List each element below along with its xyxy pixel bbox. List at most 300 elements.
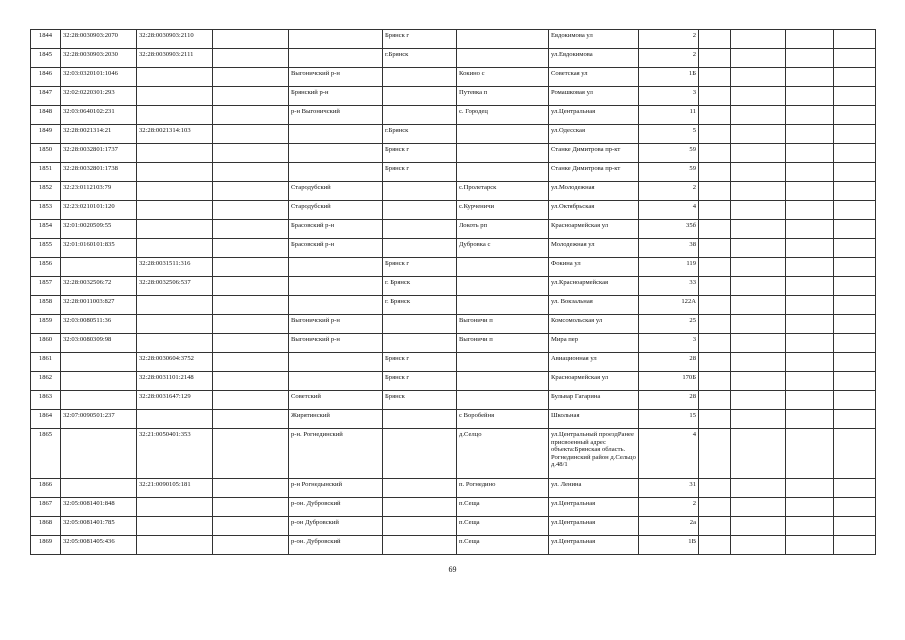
cell-cadastral-number-2: 32:28:0031511:316: [137, 258, 213, 277]
cell-house: 59: [639, 144, 699, 163]
table-row: [31, 106, 876, 125]
cell-empty: [213, 353, 289, 372]
cell-house: 35б: [639, 220, 699, 239]
cell-cadastral-number-2: 32:28:0030903:2111: [137, 49, 213, 68]
cell-row-number: 1856: [31, 258, 61, 277]
cell-empty: [699, 517, 731, 536]
cell-empty: [834, 87, 876, 106]
cell-empty: [834, 315, 876, 334]
cell-city: [383, 536, 457, 555]
cell-house: 119: [639, 258, 699, 277]
cell-empty: [699, 536, 731, 555]
cell-empty: [699, 353, 731, 372]
cell-city: [383, 239, 457, 258]
cell-empty: [213, 106, 289, 125]
cell-settlement: [457, 125, 549, 144]
cell-settlement: [457, 258, 549, 277]
cell-empty: [731, 30, 786, 49]
cell-empty: [786, 277, 834, 296]
cell-row-number: 1863: [31, 391, 61, 410]
cell-empty: [731, 258, 786, 277]
cell-cadastral-number: [61, 372, 137, 391]
cell-empty: [786, 296, 834, 315]
table-row: [31, 163, 876, 182]
cell-street: Фокина ул: [549, 258, 639, 277]
cell-district: Выгоничский р-н: [289, 68, 383, 87]
cell-house: 11: [639, 106, 699, 125]
cell-house: 122А: [639, 296, 699, 315]
cell-empty: [699, 30, 731, 49]
cell-house: 2: [639, 49, 699, 68]
cell-house: 2: [639, 498, 699, 517]
cell-empty: [834, 239, 876, 258]
cell-empty: [786, 201, 834, 220]
cell-street: ул.Центральный проездРанее присвоенный адрес объекта:Брянская область. Рогнединский район д.Сельцо д.48/1: [549, 429, 639, 479]
cell-empty: [213, 334, 289, 353]
cell-empty: [786, 163, 834, 182]
table-row: [31, 410, 876, 429]
cell-city: [383, 410, 457, 429]
cell-settlement: [457, 144, 549, 163]
cell-street: Молодежная ул: [549, 239, 639, 258]
cell-house: 4: [639, 429, 699, 479]
cell-empty: [699, 182, 731, 201]
cell-district: Советский: [289, 391, 383, 410]
cell-cadastral-number: 32:03:0080309:98: [61, 334, 137, 353]
cell-empty: [834, 163, 876, 182]
cell-row-number: 1857: [31, 277, 61, 296]
cell-cadastral-number-2: [137, 517, 213, 536]
cell-city: [383, 498, 457, 517]
cell-settlement: п. Рогнедино: [457, 479, 549, 498]
cell-empty: [786, 372, 834, 391]
cell-row-number: 1865: [31, 429, 61, 479]
cell-empty: [731, 49, 786, 68]
cell-settlement: п.Сеща: [457, 498, 549, 517]
cell-house: 170Б: [639, 372, 699, 391]
cell-district: [289, 277, 383, 296]
cell-row-number: 1847: [31, 87, 61, 106]
cell-cadastral-number: 32:28:0032801:1737: [61, 144, 137, 163]
cell-row-number: 1864: [31, 410, 61, 429]
cell-empty: [699, 87, 731, 106]
cell-empty: [731, 315, 786, 334]
cell-house: 5: [639, 125, 699, 144]
cell-empty: [699, 68, 731, 87]
cell-city: [383, 517, 457, 536]
cell-city: [383, 201, 457, 220]
cell-empty: [699, 201, 731, 220]
cell-street: Советская ул: [549, 68, 639, 87]
cell-settlement: с Воробейня: [457, 410, 549, 429]
cell-cadastral-number: 32:05:0081401:785: [61, 517, 137, 536]
table-row: [31, 315, 876, 334]
cell-settlement: [457, 353, 549, 372]
cell-settlement: п.Сеща: [457, 517, 549, 536]
cell-settlement: [457, 163, 549, 182]
cell-house: 2а: [639, 517, 699, 536]
cell-empty: [731, 296, 786, 315]
cell-empty: [834, 479, 876, 498]
cell-district: р-он. Дубровский: [289, 536, 383, 555]
cell-house: 28: [639, 353, 699, 372]
cell-cadastral-number: 32:03:0640102:231: [61, 106, 137, 125]
cell-cadastral-number-2: [137, 87, 213, 106]
cell-empty: [786, 125, 834, 144]
cell-empty: [699, 296, 731, 315]
cell-cadastral-number-2: [137, 182, 213, 201]
cell-city: [383, 87, 457, 106]
cell-empty: [834, 201, 876, 220]
table-row: [31, 498, 876, 517]
cell-settlement: с.Пролетарск: [457, 182, 549, 201]
cell-empty: [731, 106, 786, 125]
cell-city: г.Брянск: [383, 49, 457, 68]
cell-district: р-он Дубровский: [289, 517, 383, 536]
cell-house: 25: [639, 315, 699, 334]
cell-city: Брянск г: [383, 30, 457, 49]
cell-street: Бульвар Гагарина: [549, 391, 639, 410]
cell-street: ул. Вокзальная: [549, 296, 639, 315]
cell-street: Школьная: [549, 410, 639, 429]
cell-empty: [699, 163, 731, 182]
cell-cadastral-number-2: 32:21:0090105:181: [137, 479, 213, 498]
cell-empty: [786, 429, 834, 479]
cell-row-number: 1861: [31, 353, 61, 372]
cell-empty: [786, 498, 834, 517]
cell-settlement: п.Сеща: [457, 536, 549, 555]
cell-empty: [834, 144, 876, 163]
cell-city: [383, 334, 457, 353]
cell-empty: [213, 410, 289, 429]
cell-cadastral-number-2: 32:28:0030903:2110: [137, 30, 213, 49]
cell-empty: [731, 353, 786, 372]
register-table: [30, 29, 876, 555]
cell-empty: [731, 239, 786, 258]
cell-row-number: 1868: [31, 517, 61, 536]
cell-street: Комсомольская ул: [549, 315, 639, 334]
cell-district: Жирятинский: [289, 410, 383, 429]
cell-empty: [213, 536, 289, 555]
cell-settlement: [457, 277, 549, 296]
cell-empty: [834, 220, 876, 239]
cell-empty: [786, 106, 834, 125]
cell-settlement: Кокино с: [457, 68, 549, 87]
cell-empty: [699, 479, 731, 498]
cell-city: Брянск: [383, 391, 457, 410]
cell-street: ул.Молодежная: [549, 182, 639, 201]
cell-empty: [786, 334, 834, 353]
cell-empty: [786, 315, 834, 334]
table-row: [31, 372, 876, 391]
cell-empty: [213, 68, 289, 87]
cell-empty: [731, 391, 786, 410]
cell-city: Брянск г: [383, 353, 457, 372]
cell-empty: [786, 239, 834, 258]
cell-street: ул.Евдокимова: [549, 49, 639, 68]
cell-cadastral-number-2: 32:28:0032506:537: [137, 277, 213, 296]
cell-empty: [731, 372, 786, 391]
cell-district: Выгоничский р-н: [289, 315, 383, 334]
cell-row-number: 1850: [31, 144, 61, 163]
cell-empty: [834, 334, 876, 353]
cell-cadastral-number: [61, 391, 137, 410]
table-row: [31, 296, 876, 315]
cell-house: 3: [639, 87, 699, 106]
cell-empty: [731, 182, 786, 201]
cell-cadastral-number-2: [137, 315, 213, 334]
cell-city: [383, 68, 457, 87]
cell-street: Евдокимова ул: [549, 30, 639, 49]
cell-empty: [731, 479, 786, 498]
cell-street: Станке Димитрова пр-кт: [549, 144, 639, 163]
cell-house: 2: [639, 182, 699, 201]
cell-empty: [213, 258, 289, 277]
cell-empty: [834, 30, 876, 49]
table-row: [31, 68, 876, 87]
cell-house: 31: [639, 479, 699, 498]
table-row: [31, 517, 876, 536]
cell-empty: [786, 30, 834, 49]
cell-empty: [699, 391, 731, 410]
cell-street: ул.Центральная: [549, 498, 639, 517]
cell-row-number: 1845: [31, 49, 61, 68]
cell-settlement: [457, 49, 549, 68]
cell-empty: [731, 201, 786, 220]
cell-settlement: Путевка п: [457, 87, 549, 106]
table-row: [31, 479, 876, 498]
cell-cadastral-number: 32:23:0210101:120: [61, 201, 137, 220]
cell-cadastral-number: [61, 429, 137, 479]
cell-cadastral-number-2: [137, 498, 213, 517]
cell-empty: [699, 144, 731, 163]
cell-empty: [786, 220, 834, 239]
cell-empty: [834, 410, 876, 429]
cell-row-number: 1851: [31, 163, 61, 182]
cell-empty: [731, 144, 786, 163]
cell-empty: [699, 429, 731, 479]
cell-empty: [731, 498, 786, 517]
cell-empty: [699, 372, 731, 391]
cell-street: Мира пер: [549, 334, 639, 353]
cell-row-number: 1860: [31, 334, 61, 353]
cell-city: Брянск г: [383, 372, 457, 391]
cell-row-number: 1846: [31, 68, 61, 87]
cell-district: [289, 49, 383, 68]
cell-cadastral-number: 32:01:0160101:835: [61, 239, 137, 258]
cell-empty: [786, 517, 834, 536]
cell-cadastral-number-2: [137, 334, 213, 353]
cell-empty: [834, 106, 876, 125]
cell-empty: [786, 144, 834, 163]
cell-city: Брянск г: [383, 258, 457, 277]
page-number: 69: [448, 565, 457, 574]
cell-district: [289, 163, 383, 182]
cell-street: Станке Димитрова пр-кт: [549, 163, 639, 182]
table-body: [31, 30, 876, 555]
cell-empty: [731, 68, 786, 87]
cell-empty: [213, 296, 289, 315]
cell-empty: [699, 277, 731, 296]
cell-cadastral-number: 32:05:0081401:848: [61, 498, 137, 517]
cell-city: [383, 220, 457, 239]
cell-house: 15: [639, 410, 699, 429]
cell-empty: [786, 258, 834, 277]
cell-empty: [213, 182, 289, 201]
cell-house: 3: [639, 334, 699, 353]
cell-empty: [213, 144, 289, 163]
cell-empty: [834, 182, 876, 201]
cell-settlement: с.Курченичи: [457, 201, 549, 220]
cell-street: Авиационная ул: [549, 353, 639, 372]
cell-row-number: 1854: [31, 220, 61, 239]
cell-empty: [213, 479, 289, 498]
cell-empty: [834, 353, 876, 372]
cell-cadastral-number: 32:28:0011003:827: [61, 296, 137, 315]
cell-street: ул.Одесская: [549, 125, 639, 144]
cell-empty: [834, 372, 876, 391]
cell-city: Брянск г: [383, 163, 457, 182]
cell-empty: [213, 391, 289, 410]
cell-empty: [699, 220, 731, 239]
cell-cadastral-number: 32:28:0032801:1738: [61, 163, 137, 182]
cell-house: 1Б: [639, 68, 699, 87]
cell-empty: [834, 498, 876, 517]
cell-empty: [213, 30, 289, 49]
cell-empty: [699, 49, 731, 68]
cell-settlement: Дубровка с: [457, 239, 549, 258]
cell-district: [289, 144, 383, 163]
cell-cadastral-number: [61, 353, 137, 372]
cell-empty: [786, 182, 834, 201]
cell-city: [383, 429, 457, 479]
cell-house: 33: [639, 277, 699, 296]
cell-row-number: 1866: [31, 479, 61, 498]
cell-district: [289, 296, 383, 315]
cell-cadastral-number: 32:07:0090501:237: [61, 410, 137, 429]
cell-street: ул.Октябрьская: [549, 201, 639, 220]
cell-empty: [786, 68, 834, 87]
cell-empty: [213, 220, 289, 239]
cell-cadastral-number-2: [137, 68, 213, 87]
table-row: [31, 125, 876, 144]
cell-district: р-н Рогнедынский: [289, 479, 383, 498]
cell-district: Брасовский р-н: [289, 239, 383, 258]
cell-cadastral-number: 32:01:0020509:55: [61, 220, 137, 239]
cell-cadastral-number-2: [137, 163, 213, 182]
cell-street: ул.Центральная: [549, 106, 639, 125]
cell-city: [383, 315, 457, 334]
cell-row-number: 1849: [31, 125, 61, 144]
table-row: [31, 49, 876, 68]
cell-empty: [834, 429, 876, 479]
cell-cadastral-number: 32:05:0081405:436: [61, 536, 137, 555]
cell-empty: [834, 536, 876, 555]
cell-cadastral-number: 32:02:0220301:293: [61, 87, 137, 106]
cell-row-number: 1855: [31, 239, 61, 258]
cell-street: ул.Центральная: [549, 517, 639, 536]
cell-empty: [213, 49, 289, 68]
cell-city: г.Брянск: [383, 125, 457, 144]
table-row: [31, 429, 876, 479]
cell-cadastral-number-2: 32:21:0050401:353: [137, 429, 213, 479]
cell-house: 28: [639, 391, 699, 410]
table-row: [31, 30, 876, 49]
cell-cadastral-number-2: 32:28:0021314:103: [137, 125, 213, 144]
cell-cadastral-number-2: 32:28:0031647:129: [137, 391, 213, 410]
cell-city: [383, 106, 457, 125]
cell-district: Выгоничский р-н: [289, 334, 383, 353]
cell-row-number: 1862: [31, 372, 61, 391]
cell-settlement: [457, 372, 549, 391]
cell-settlement: Локоть рп: [457, 220, 549, 239]
cell-empty: [213, 315, 289, 334]
cell-cadastral-number: 32:28:0021314:21: [61, 125, 137, 144]
cell-empty: [786, 87, 834, 106]
cell-district: [289, 353, 383, 372]
cell-empty: [699, 315, 731, 334]
cell-settlement: с. Городец: [457, 106, 549, 125]
cell-cadastral-number-2: [137, 220, 213, 239]
cell-district: [289, 125, 383, 144]
cell-empty: [731, 410, 786, 429]
cell-empty: [786, 353, 834, 372]
cell-cadastral-number: 32:28:0030903:2070: [61, 30, 137, 49]
cell-district: р-он. Дубровский: [289, 498, 383, 517]
cell-empty: [731, 220, 786, 239]
cell-row-number: 1867: [31, 498, 61, 517]
cell-city: [383, 182, 457, 201]
cell-row-number: 1859: [31, 315, 61, 334]
cell-empty: [699, 106, 731, 125]
table-row: [31, 277, 876, 296]
cell-empty: [834, 49, 876, 68]
cell-empty: [213, 277, 289, 296]
cell-cadastral-number: [61, 258, 137, 277]
cell-row-number: 1858: [31, 296, 61, 315]
cell-cadastral-number-2: [137, 239, 213, 258]
cell-cadastral-number-2: 32:28:0031101:2148: [137, 372, 213, 391]
cell-cadastral-number: 32:23:0112103:79: [61, 182, 137, 201]
cell-empty: [731, 334, 786, 353]
cell-cadastral-number: 32:03:0320101:1046: [61, 68, 137, 87]
cell-empty: [213, 125, 289, 144]
table-row: [31, 201, 876, 220]
cell-district: Брянский р-н: [289, 87, 383, 106]
cell-city: г. Брянск: [383, 296, 457, 315]
cell-district: Стародубский: [289, 182, 383, 201]
cell-empty: [213, 429, 289, 479]
cell-row-number: 1852: [31, 182, 61, 201]
cell-empty: [834, 68, 876, 87]
cell-empty: [213, 372, 289, 391]
cell-empty: [699, 334, 731, 353]
cell-cadastral-number: 32:28:0032506:72: [61, 277, 137, 296]
cell-empty: [786, 49, 834, 68]
table-row: [31, 334, 876, 353]
cell-street: Красноармейская ул: [549, 372, 639, 391]
cell-street: ул.Красноармейская: [549, 277, 639, 296]
cell-settlement: [457, 391, 549, 410]
cell-cadastral-number-2: [137, 106, 213, 125]
cell-empty: [731, 536, 786, 555]
cell-settlement: д.Селцо: [457, 429, 549, 479]
cell-empty: [834, 517, 876, 536]
cell-district: [289, 372, 383, 391]
table-row: [31, 87, 876, 106]
table-row: [31, 536, 876, 555]
cell-empty: [213, 201, 289, 220]
